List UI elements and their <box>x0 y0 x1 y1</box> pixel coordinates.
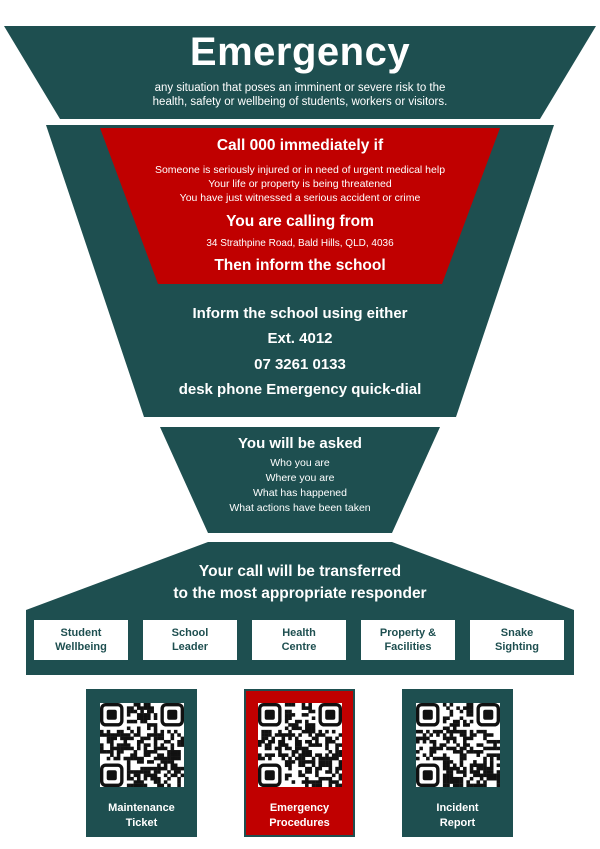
school-address: 34 Strathpine Road, Bald Hills, QLD, 4036 <box>206 238 394 249</box>
emergency-procedures-qr-code[interactable] <box>258 703 342 787</box>
extension-number: Ext. 4012 <box>267 330 333 347</box>
header-subtitle-2: health, safety or wellbeing of students, workers or visitors. <box>152 96 448 108</box>
calling-from-title: You are calling from <box>226 213 374 230</box>
responder-health-centre: Health Centre <box>252 620 346 660</box>
condition-2: Your life or property is being threatened <box>208 178 392 190</box>
incident-report-qr-code[interactable] <box>416 703 500 787</box>
qr-card-incident-report[interactable] <box>402 689 513 837</box>
responder-school-leader: School Leader <box>143 620 237 660</box>
asked-section <box>0 420 600 535</box>
quick-dial-text: desk phone Emergency quick-dial <box>178 381 422 398</box>
transfer-line-1: Your call will be transferred <box>198 563 402 580</box>
call-000-title: Call 000 immediately if <box>216 137 384 154</box>
asked-title: You will be asked <box>238 435 362 452</box>
asked-item-3: What has happened <box>253 487 347 499</box>
incident-report-qr-label: Incident Report <box>436 802 479 829</box>
inform-title: Inform the school using either <box>192 305 408 322</box>
transfer-line-2: to the most appropriate responder <box>173 585 427 602</box>
qr-card-maintenance[interactable] <box>86 689 197 837</box>
condition-3: You have just witnessed a serious accident or crime <box>179 192 421 204</box>
qr-card-emergency-procedures[interactable] <box>244 689 355 837</box>
maintenance-qr-label: Maintenance Ticket <box>108 802 175 829</box>
asked-item-1: Who you are <box>270 457 330 469</box>
responder-student-wellbeing: Student Wellbeing <box>34 620 128 660</box>
responder-property-facilities: Property & Facilities <box>361 620 455 660</box>
asked-item-2: Where you are <box>265 472 335 484</box>
header-subtitle-1: any situation that poses an imminent or severe risk to the <box>154 82 446 94</box>
call-inform-section <box>0 0 600 420</box>
asked-item-4: What actions have been taken <box>229 502 371 514</box>
then-inform-title: Then inform the school <box>214 257 386 274</box>
phone-number: 07 3261 0133 <box>254 356 346 373</box>
condition-1: Someone is seriously injured or in need of urgent medical help <box>154 164 446 176</box>
emergency-procedures-qr-label: Emergency Procedures <box>269 802 330 829</box>
page-title: Emergency <box>189 30 411 74</box>
responder-snake-sighting: Snake Sighting <box>470 620 564 660</box>
maintenance-qr-code[interactable] <box>100 703 184 787</box>
